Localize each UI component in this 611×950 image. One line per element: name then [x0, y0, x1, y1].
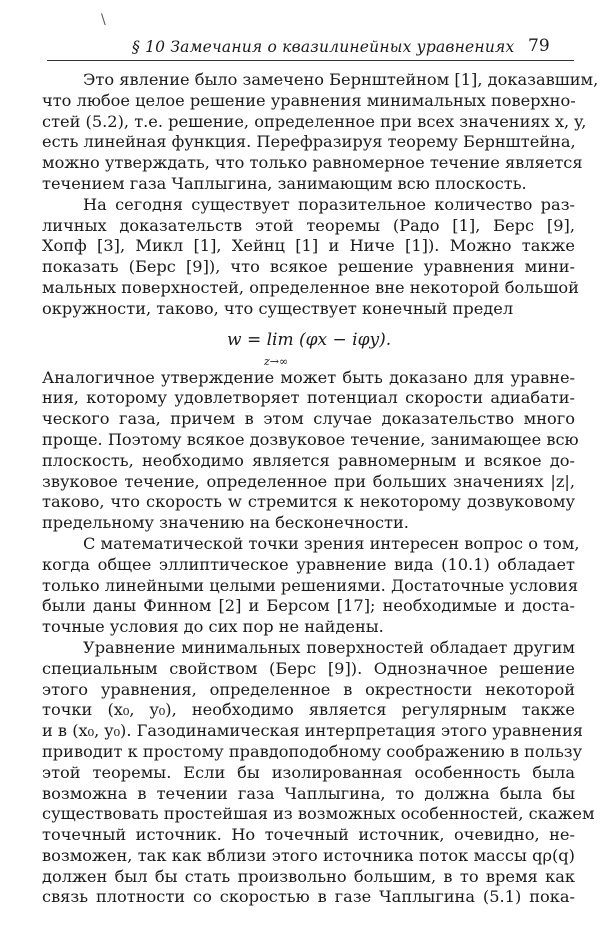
- formula-expression: w = lim (φx − iφy).: [227, 329, 392, 350]
- margin-mark: \: [101, 12, 106, 28]
- text-line: точки (x₀, y₀), необходимо является регулярным также: [42, 700, 575, 720]
- text-line: связь плотности со скоростью в газе Чаплыгина (5.1) пока-: [42, 887, 575, 907]
- text-line: На сегодня существует поразительное количество раз-: [83, 194, 575, 214]
- text-line: когда общее эллиптическое уравнение вида (10.1) обладает: [42, 554, 575, 574]
- text-line: только линейными целыми решениями. Достаточные условия: [42, 575, 579, 595]
- text-line: течением газа Чаплыгина, занимающим всю плоскость.: [42, 173, 527, 193]
- text-line: ческого газа, причем в этом случае доказательство много: [42, 409, 575, 429]
- text-line: были даны Финном [2] и Берсом [17]; необходимые и доста-: [42, 596, 575, 616]
- text-line: возможен, так как вблизи этого источника поток массы qρ(q): [42, 845, 575, 865]
- text-line: точные условия до сих пор не найдены.: [42, 617, 384, 637]
- text-line: этого уравнения, определенное в окрестности некоторой: [42, 679, 575, 699]
- text-line: этой теоремы. Если бы изолированная особенность была: [42, 762, 575, 782]
- page-body: [42, 70, 599, 908]
- text-line: мальных поверхностей, определенное вне некоторой большой: [42, 277, 579, 297]
- formula-subscript: z→∞: [264, 354, 289, 368]
- text-line: личных доказательств этой теоремы (Радо [1], Берс [9],: [42, 215, 575, 235]
- text-line: и в (x₀, y₀). Газодинамическая интерпретация этого уравнения: [42, 721, 583, 741]
- text-line: возможна в течении газа Чаплыгина, то должна была бы: [42, 783, 575, 803]
- text-line: проще. Поэтому всякое дозвуковое течение, занимающее всю: [42, 429, 579, 449]
- text-line: Это явление было замечено Бернштейном [1], доказавшим,: [83, 70, 599, 89]
- text-line: звуковое течение, определенное при больших значениях |z|,: [42, 471, 575, 491]
- text-line: точечный источник. Но точечный источник, очевидно, не-: [42, 825, 575, 845]
- text-line: стей (5.2), т.е. решение, определенное при всех значениях x, y,: [42, 111, 587, 131]
- text-line: С математической точки зрения интересен вопрос о том,: [83, 533, 580, 553]
- text-line: можно утверждать, что только равномерное течение является: [42, 153, 583, 173]
- text-line: Хопф [3], Микл [1], Хейнц [1] и Ниче [1]). Можно также: [42, 236, 575, 256]
- header-rule: [47, 60, 574, 61]
- text-line: Аналогичное утверждение может быть доказано для уравне-: [42, 367, 575, 387]
- text-line: приводит к простому правдоподобному соображению в пользу: [42, 741, 583, 761]
- limit-formula: [42, 320, 575, 368]
- text-line: ния, которому удовлетворяет потенциал скорости адиабати-: [42, 388, 575, 408]
- text-line: таково, что скорость w стремится к некоторому дозвуковому: [42, 492, 575, 512]
- text-line: существовать простейшая из возможных особенностей, скажем: [42, 804, 595, 824]
- text-line: окружности, таково, что существует конечный предел: [42, 298, 514, 318]
- text-line: есть линейная функция. Перефразируя теорему Бернштейна,: [42, 132, 576, 152]
- text-line: специальным свойством (Берс [9]). Однозначное решение: [42, 658, 575, 678]
- text-line: показать (Берс [9]), что всякое решение уравнения мини-: [42, 257, 575, 277]
- section-title: § 10 Замечания о квазилинейных уравнениях: [132, 38, 515, 56]
- text-line: Уравнение минимальных поверхностей обладает другим: [83, 637, 575, 657]
- text-line: должен был бы стать произвольно большим, в то время как: [42, 866, 575, 886]
- page-number: 79: [528, 36, 550, 56]
- text-line: что любое целое решение уравнения минимальных поверхно-: [42, 90, 576, 110]
- text-line: плоскость, необходимо является равномерным и всякое до-: [42, 450, 575, 470]
- text-line: предельному значению на бесконечности.: [42, 513, 409, 533]
- running-header: [0, 12, 611, 60]
